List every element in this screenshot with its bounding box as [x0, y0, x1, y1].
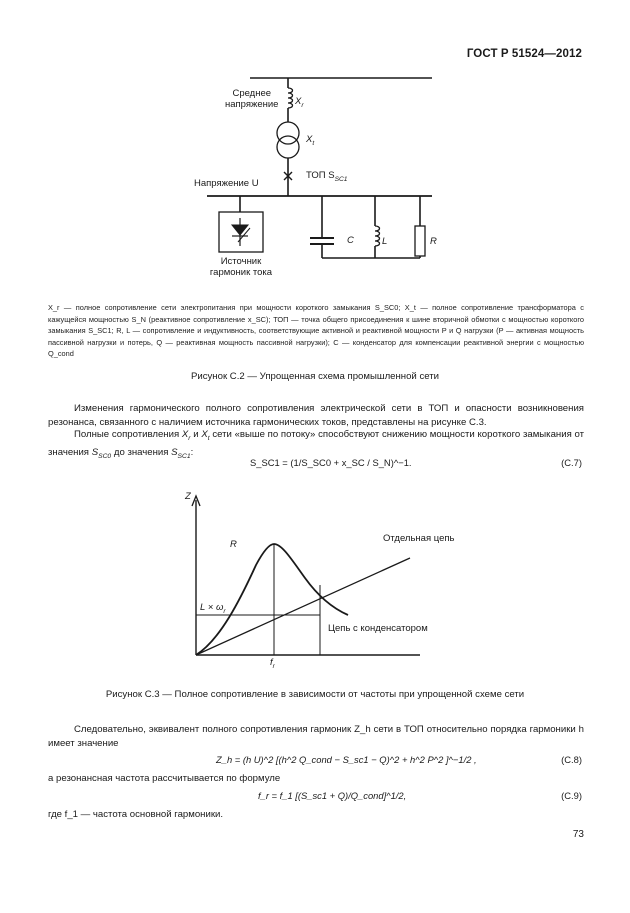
formula-c8-number: (С.8) — [561, 754, 582, 765]
circuit-diagram — [0, 0, 630, 300]
paragraph-impedances: Полные сопротивления $X_r$ и $X_t$ сети «выше по потоку» способствуют снижению мощности короткого замыкания от значения $S_{SC0}$ до значения $S_{SC1}$: — [48, 429, 585, 460]
figure-c3-caption: Рисунок С.3 — Полное сопротивление в зависимости от частоты при упрощенной схеме сети — [105, 689, 525, 700]
formula-c8: Z_h = (h U)^2 [(h^2 Q_cond − S_sc1 − Q)^2 + h^2 P^2 ]^−1/2 , — [216, 754, 477, 765]
r-peak-label: R — [230, 539, 237, 550]
paragraph-equivalent: Следовательно, эквивалент полного сопротивления гармоник Z_h сети в ТОП относительно порядка гармоники h имеет значение — [48, 724, 584, 749]
standard-header: ГОСТ Р 51524—2012 — [466, 48, 582, 60]
c-label: C — [347, 235, 354, 246]
z-axis-label: Z — [185, 491, 191, 502]
formula-c9-number: (С.9) — [561, 790, 582, 801]
resonance-curve — [196, 544, 348, 655]
pcc-label: ТОП $S_{SC1}$ — [306, 170, 348, 183]
lw-label: $L \times \omega_r$ — [200, 602, 226, 615]
figure-c2-caption: Рисунок С.2 — Упрощенная схема промышленной сети — [190, 371, 440, 382]
r-label: R — [430, 236, 437, 247]
l-inductor — [375, 226, 380, 246]
xr-inductor — [288, 88, 293, 108]
voltage-label: Напряжение U — [194, 178, 259, 189]
page-number: 73 — [572, 829, 584, 840]
harmonic-source-label: Источник гармоник тока — [209, 256, 273, 278]
formula-c9: f_r = f_1 [(S_sc1 + Q)/Q_cond]^1/2, — [258, 790, 407, 801]
xt-label: $X_t$ — [306, 134, 315, 147]
medium-voltage-label: Среднее напряжение — [225, 88, 279, 110]
paragraph-resonance: Изменения гармонического полного сопротивления электрической сети в ТОП и опасности возникновения резонанса, связанного с наличием источника гармонических токов, представлены на рисунке С.3. — [48, 403, 584, 428]
figure-c2-legend: X_r — полное сопротивление сети электропитания при мощности короткого замыкания S_SC0; X_t — полное сопротивление трансформатора с кажущейся мощностью S_N (реактивное сопротивление x_SC); ТОП — точка общего присоединения к шине вторичной обмотки с мощностью короткого замыкания S_SC1; R, L — сопротивление и индуктивность, соответствующие активной и реактивной мощности P и Q нагрузки (P — активная мощность пассивной нагрузки и потерь, Q — реактивная мощность пассивной нагрузки); C — конденсатор для компенсации реактивной энергии с мощностью Q_cond — [48, 303, 584, 359]
transformer-secondary — [277, 136, 299, 158]
separate-circuit-line — [196, 558, 410, 655]
with-capacitor-label: Цепь с конденсатором — [328, 623, 428, 634]
formula-c7-number: (С.7) — [561, 457, 582, 468]
transformer-primary — [277, 122, 299, 144]
separate-circuit-label: Отдельная цепь — [383, 533, 455, 544]
paragraph-resonant-frequency: а резонансная частота рассчитывается по формуле — [48, 773, 281, 784]
impedance-frequency-plot — [0, 480, 630, 680]
formula-c7: S_SC1 = (1/S_SC0 + x_SC / S_N)^−1. — [250, 457, 412, 468]
r-resistor — [415, 226, 425, 256]
fr-label: $f_r$ — [270, 657, 275, 670]
paragraph-fundamental: где f_1 — частота основной гармоники. — [48, 809, 224, 820]
l-label: L — [382, 236, 388, 247]
xr-label: $X_r$ — [295, 96, 304, 109]
